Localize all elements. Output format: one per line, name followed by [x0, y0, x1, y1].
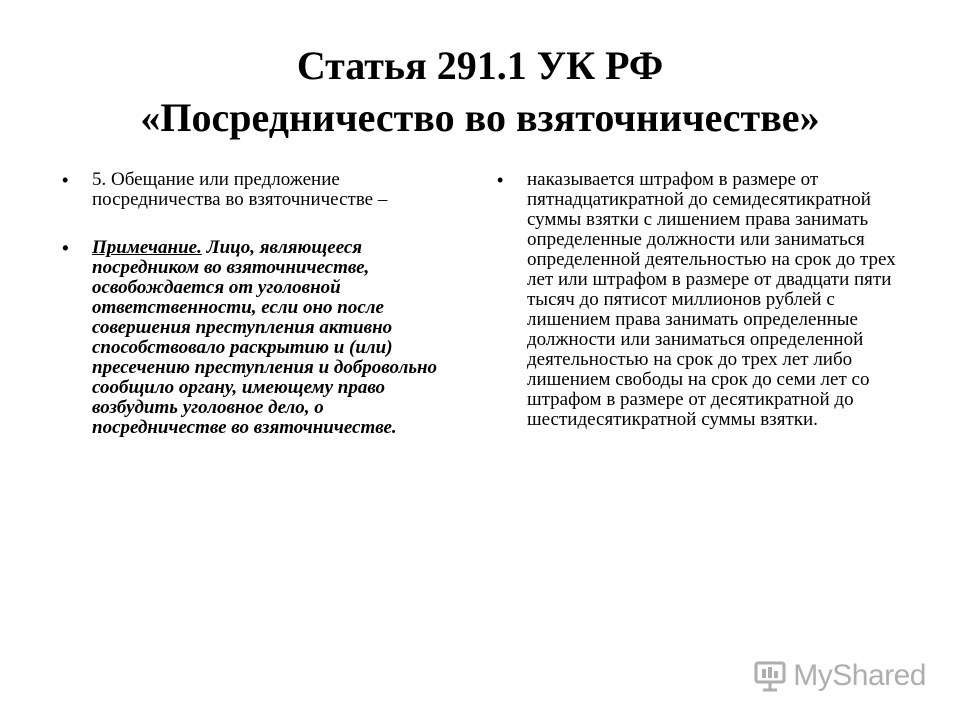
title-line-1: Статья 291.1 УК РФ: [296, 43, 664, 88]
watermark-text: MyShared: [793, 659, 926, 692]
offense-text: 5. Обещание или предложение посредничества во взяточничестве –: [92, 169, 388, 210]
note-text: Лицо, являющееся посредником во взяточничестве, освобождается от уголовной ответственности, если оно после совершения преступления активно способствовало раскрытию и (или) пресечению преступления и добровольно сообщило органу, имеющему право возбудить уголовное дело, о посредничестве во взяточничестве.: [92, 237, 438, 438]
bullet-marker: •: [497, 170, 504, 190]
watermark: [753, 658, 926, 694]
title-line-2: «Посредничество во взяточничестве»: [140, 95, 820, 140]
presentation-board-icon: [753, 659, 787, 693]
bullet-marker: •: [62, 170, 69, 190]
list-item: [497, 170, 917, 430]
slide-title: [0, 40, 960, 144]
left-column: [62, 170, 462, 438]
list-item: [62, 170, 462, 210]
penalty-text: наказывается штрафом в размере от пятнадцатикратной до семидесятикратной суммы взятки с лишением права занимать определенные должности или заниматься определенной деятельностью на срок до трех лет или штрафом в размере от двадцати пяти тысяч до пятисот миллионов рублей с лишением права занимать определенные должности или заниматься определенной деятельностью на срок до трех лет либо лишением свободы на срок до семи лет со штрафом в размере от десятикратной до шестидесятикратной суммы взятки.: [527, 169, 896, 430]
note-label: Примечание.: [92, 237, 202, 258]
right-column: [497, 170, 917, 430]
bullet-marker: •: [62, 238, 69, 258]
note-item: [62, 238, 462, 438]
